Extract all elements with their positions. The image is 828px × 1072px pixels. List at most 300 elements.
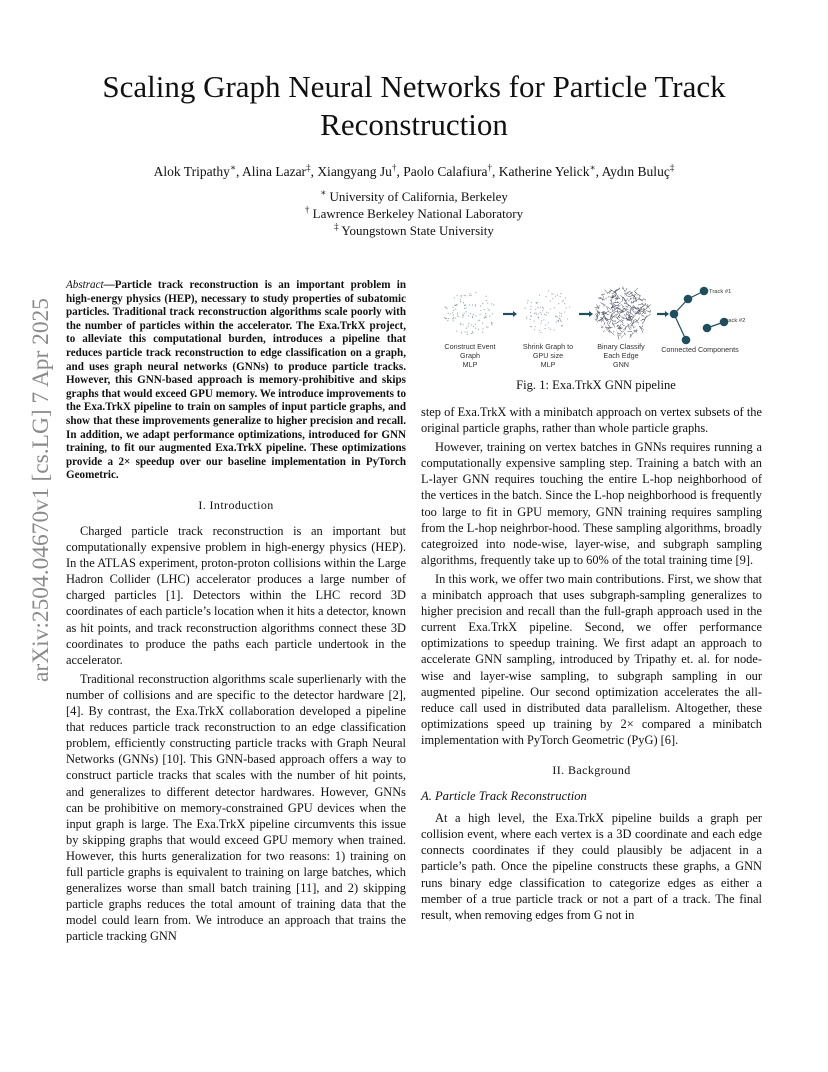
hit-point: [560, 293, 561, 294]
hit-point: [527, 300, 528, 301]
graph-edge: [606, 314, 609, 315]
hit-point: [548, 290, 549, 291]
hit-point: [446, 318, 447, 319]
hit-point: [602, 294, 603, 295]
graph-edge: [607, 321, 608, 324]
hit-point: [626, 295, 627, 296]
hit-point: [608, 325, 609, 326]
graph-edge: [604, 297, 607, 300]
intro-paragraph: Traditional reconstruction algorithms scale superlienarly with the number of collisions and are specific to the detector hardware [2], [4]. By contrast, the Exa.TrkX collaboration developed a pipeline that reduces particle track reconstruction to an edge classification problem, efficiently constructing particle tracks with Graph Neural Networks (GNNs) [10]. This GNN-based approach offers a way to construct particle tracks that scales with the number of hit points, and generalizes to different detector hardwares. However, GNNs can be prohibitive on memory-constrained GPU devices when the input graph is large. The Exa.TrkX pipeline circumvents this issue by skipping graphs that would exceed GPU memory when trained. However, this hurts generalization for two reasons: 1) training on full particle graphs is equivalent to training on large batches, which generalizes worse than small batch training [11], and 2) skipping particle graphs reduces the total amount of training data that the model could learn from. We introduce an approach that trains the particle tracking GNN: [66, 671, 406, 944]
hit-point: [610, 300, 611, 301]
shrunk-graph-points: [525, 290, 571, 333]
hit-point: [485, 313, 486, 314]
hit-point: [482, 332, 483, 333]
hit-point: [465, 307, 466, 308]
hit-point: [559, 315, 560, 316]
hit-point: [561, 321, 562, 322]
hit-point: [631, 301, 632, 302]
graph-edge: [595, 307, 598, 308]
hit-point: [480, 314, 481, 315]
hit-point: [626, 306, 627, 307]
graph-edge: [603, 330, 604, 332]
graph-edge: [611, 300, 612, 303]
hit-point: [453, 320, 454, 321]
graph-node: [670, 310, 679, 319]
hit-point: [555, 316, 556, 317]
hit-point: [535, 309, 536, 310]
hit-point: [631, 325, 632, 326]
hit-point: [489, 310, 490, 311]
hit-point: [538, 313, 539, 314]
hit-point: [551, 293, 552, 294]
hit-point: [564, 303, 565, 304]
hit-point: [555, 296, 556, 297]
hit-point: [628, 315, 629, 316]
graph-edge: [618, 311, 621, 312]
hit-point: [453, 307, 454, 308]
affiliation-list: [60, 188, 768, 239]
graph-edge: [631, 293, 635, 298]
hit-point: [446, 308, 447, 309]
author: Aydın Buluç‡: [601, 162, 675, 179]
graph-edge: [634, 291, 638, 296]
graph-node: [700, 287, 709, 296]
graph-edge: [621, 335, 624, 337]
hit-point: [462, 317, 463, 318]
graph-edge: [621, 304, 624, 307]
hit-point: [525, 308, 526, 309]
hit-point: [475, 315, 476, 316]
graph-edge: [603, 296, 604, 300]
hit-point: [444, 317, 445, 318]
stage-label: MLP: [462, 360, 478, 369]
hit-point: [535, 313, 536, 314]
hit-point: [636, 320, 637, 321]
hit-point: [614, 308, 615, 309]
subsection-heading: A. Particle Track Reconstruction: [421, 789, 587, 804]
graph-edge: [644, 318, 646, 322]
graph-edge: [637, 317, 640, 321]
hit-point: [469, 304, 470, 305]
graph-edge: [623, 287, 625, 292]
hit-point: [475, 305, 476, 306]
hit-point: [460, 324, 461, 325]
hit-point: [537, 302, 538, 303]
hit-point: [485, 317, 486, 318]
hit-point: [616, 290, 617, 291]
hit-point: [540, 307, 541, 308]
graph-edge: [626, 312, 627, 315]
hit-point: [539, 330, 540, 331]
hit-point: [622, 297, 623, 298]
graph-edge: [622, 321, 623, 324]
stage-label: Each Edge: [603, 351, 639, 360]
hit-point: [645, 303, 646, 304]
hit-point: [486, 326, 487, 327]
hit-point: [619, 288, 620, 289]
graph-node: [684, 295, 693, 304]
hit-point: [561, 316, 562, 317]
hit-point: [453, 314, 454, 315]
graph-edge: [630, 313, 634, 316]
right-column: [421, 404, 762, 926]
hit-point: [620, 328, 621, 329]
hit-point: [447, 320, 448, 321]
section-heading-introduction: I. Introduction: [198, 497, 274, 512]
graph-edge: [601, 294, 605, 295]
hit-point: [560, 318, 561, 319]
hit-point: [615, 321, 616, 322]
graph-edge: [603, 305, 606, 306]
hit-point: [609, 290, 610, 291]
hit-point: [480, 310, 481, 311]
hit-point: [617, 301, 618, 302]
hit-point: [558, 320, 559, 321]
stage-label: GNN: [613, 360, 629, 369]
hit-point: [465, 331, 466, 332]
graph-edge: [627, 306, 629, 309]
hit-point: [560, 296, 561, 297]
hit-point: [473, 314, 474, 315]
hit-point: [639, 295, 640, 296]
hit-point: [537, 317, 538, 318]
author-list: Alok Tripathy∗, Alina Lazar‡, Xiangyang Ju†, Paolo Calafiura†, Katherine Yelick∗, Aydın Buluç‡: [153, 162, 675, 179]
hit-point: [550, 301, 551, 302]
hit-point: [623, 331, 624, 332]
arxiv-identifier-text: arXiv:2504.04670v1 [cs.LG] 7 Apr 2025: [28, 296, 54, 682]
graph-node: [682, 336, 691, 345]
graph-edge: [615, 299, 618, 301]
event-graph-panel: [440, 288, 498, 336]
graph-edge: [633, 319, 637, 321]
hit-point: [466, 328, 467, 329]
hit-point: [450, 313, 451, 314]
body-paragraph: However, training on vertex batches in GNNs requires running a computationally expensive sampling step. Training a batch with an L-layer GNN requires touching the entire L-hop neighborhood of the vertices in the batch. Since the L-hop neighborhood is frequently too large to fit in GPU memory, GNN training requires sampling from the L-hop neighrbor-hood. These sampling algorithms, broadly categroized into node-wise, layer-wise, and subgraph sampling algorithms, frequently take up to 60% of the total training time [9].: [421, 440, 762, 567]
hit-point: [536, 302, 537, 303]
track-label: Track #1: [709, 289, 732, 295]
graph-edge: [604, 315, 605, 320]
hit-point: [467, 332, 468, 333]
hit-point: [464, 305, 465, 306]
graph-edge: [624, 303, 626, 304]
hit-point: [531, 306, 532, 307]
hit-point: [548, 327, 549, 328]
hit-point: [557, 317, 558, 318]
hit-point: [464, 295, 465, 296]
hit-point: [640, 328, 641, 329]
graph-edge: [614, 322, 619, 324]
graph-edge: [614, 311, 618, 312]
hit-point: [475, 304, 476, 305]
hit-point: [461, 296, 462, 297]
hit-point: [542, 307, 543, 308]
graph-edge: [618, 332, 619, 335]
hit-point: [552, 294, 553, 295]
hit-point: [544, 314, 545, 315]
hit-point: [463, 315, 464, 316]
graph-edge: [630, 323, 634, 327]
hit-point: [540, 312, 541, 313]
hit-point: [457, 314, 458, 315]
hit-point: [455, 309, 456, 310]
hit-point: [534, 329, 535, 330]
hit-point: [552, 298, 553, 299]
graph-edge: [609, 320, 611, 324]
hit-point: [456, 331, 457, 332]
graph-edge: [618, 333, 621, 334]
hit-point: [489, 316, 490, 317]
hit-point: [606, 320, 607, 321]
hit-point: [454, 305, 455, 306]
hit-point: [472, 331, 473, 332]
hit-point: [548, 322, 549, 323]
hit-point: [569, 306, 570, 307]
hit-point: [625, 309, 626, 310]
hit-point: [492, 313, 493, 314]
graph-edge: [600, 303, 604, 305]
classified-graph-edges: [594, 287, 651, 340]
hit-point: [531, 315, 532, 316]
hit-point: [636, 331, 637, 332]
hit-point: [535, 326, 536, 327]
graph-edge: [617, 320, 621, 323]
hit-point: [563, 300, 564, 301]
hit-point: [526, 318, 527, 319]
hit-point: [530, 312, 531, 313]
graph-edge: [610, 290, 614, 292]
connected-components-graph: [670, 287, 746, 345]
hit-point: [471, 295, 472, 296]
hit-point: [603, 304, 604, 305]
hit-point: [445, 306, 446, 307]
hit-point: [541, 314, 542, 315]
hit-point: [617, 325, 618, 326]
graph-edge: [596, 305, 601, 310]
hit-point: [617, 308, 618, 309]
hit-point: [472, 332, 473, 333]
hit-point: [487, 327, 488, 328]
hit-point: [617, 297, 618, 298]
hit-point: [546, 312, 547, 313]
figure-pipeline: [436, 282, 756, 397]
hit-point: [454, 297, 455, 298]
left-column: [66, 279, 406, 947]
abstract-label: Abstract: [66, 279, 104, 291]
hit-point: [546, 315, 547, 316]
hit-point: [479, 320, 480, 321]
intro-paragraph: Charged particle track reconstruction is an important but computationally expensive problem in high-energy physics (HEP). In the ATLAS experiment, proton-proton collisions within the Large Hadron Collider (LHC) accelerator produces a large number of charged particles [1]. Detectors within the LHC record 3D coordinates of each particle’s location when it hits a detector, known as hit points, and track reconstruction algorithms connect these 3D coordinates to produce the paths each particle undertook in the accelerator.: [66, 524, 406, 667]
graph-edge: [646, 310, 650, 312]
hit-point: [482, 323, 483, 324]
hit-point: [475, 328, 476, 329]
graph-edge: [625, 288, 627, 292]
graph-edge: [638, 304, 641, 305]
arrow-icon: [513, 311, 517, 317]
hit-point: [599, 298, 600, 299]
hit-point: [486, 296, 487, 297]
hit-point: [605, 326, 606, 327]
hit-point: [478, 320, 479, 321]
hit-point: [455, 317, 456, 318]
hit-point: [453, 317, 454, 318]
hit-point: [545, 324, 546, 325]
graph-edge: [632, 333, 634, 334]
hit-point: [491, 324, 492, 325]
hit-point: [638, 322, 639, 323]
graph-edge: [634, 294, 636, 295]
stage-label: GPU size: [532, 351, 564, 360]
hit-point: [597, 311, 598, 312]
hit-point: [480, 306, 481, 307]
pipeline-diagram: [436, 282, 756, 377]
hit-point: [562, 301, 563, 302]
graph-edge: [643, 313, 646, 314]
hit-point: [463, 302, 464, 303]
stage-label: Binary Classify: [597, 342, 645, 351]
graph-edge: [622, 324, 625, 326]
affiliation: ‡ Youngstown State University: [334, 221, 494, 238]
hit-point: [565, 297, 566, 298]
hit-point: [561, 313, 562, 314]
hit-point: [635, 311, 636, 312]
hit-point: [469, 295, 470, 296]
hit-point: [622, 311, 623, 312]
hit-point: [543, 319, 544, 320]
hit-point: [460, 323, 461, 324]
hit-point: [536, 314, 537, 315]
hit-point: [632, 295, 633, 296]
hit-point: [598, 312, 599, 313]
hit-point: [445, 307, 446, 308]
hit-point: [448, 313, 449, 314]
hit-point: [472, 316, 473, 317]
graph-edge: [645, 310, 646, 313]
hit-point: [557, 295, 558, 296]
hit-point: [526, 316, 527, 317]
author: Alina Lazar‡: [241, 162, 311, 179]
hit-point: [452, 312, 453, 313]
hit-point: [531, 326, 532, 327]
hit-point: [544, 328, 545, 329]
affiliation: † Lawrence Berkeley National Laboratory: [304, 204, 524, 221]
hit-point: [531, 302, 532, 303]
hit-point: [473, 326, 474, 327]
hit-point: [619, 327, 620, 328]
hit-point: [468, 323, 469, 324]
hit-point: [467, 334, 468, 335]
hit-point: [461, 295, 462, 296]
hit-point: [527, 302, 528, 303]
hit-point: [463, 324, 464, 325]
hit-point: [617, 296, 618, 297]
stage-label: Connected Components: [661, 345, 739, 354]
graph-edge: [608, 307, 611, 310]
hit-point: [566, 307, 567, 308]
hit-point: [471, 333, 472, 334]
hit-point: [633, 327, 634, 328]
hit-point: [637, 311, 638, 312]
body-paragraph: In this work, we offer two main contributions. First, we show that a minibatch approach that uses subgraph-sampling generalizes to higher precision and recall than the full-graph approach used in the current Exa.TrkX pipeline. Second, we offer performance optimizations to speedup training. We first adapt an approach to accelerate GNN sampling, introduced by Tripathy et. al. for node-wise and layer-wise sampling, to subgraph sampling in our augmented pipeline. Our second optimization accelerates the all-reduce call used in distributed data parallelism. Altogether, these optimizations speed up training by 2× compared a minibatch implementation with PyTorch Geometric (PyG) [6].: [421, 571, 762, 747]
stage-label: Construct Event: [444, 342, 496, 351]
hit-point: [560, 320, 561, 321]
graph-edge: [634, 330, 638, 331]
hit-point: [453, 318, 454, 319]
hit-point: [465, 295, 466, 296]
hit-point: [475, 292, 476, 293]
hit-point: [623, 318, 624, 319]
hit-point: [493, 304, 494, 305]
hit-point: [624, 333, 625, 334]
hit-point: [613, 331, 614, 332]
hit-point: [464, 308, 465, 309]
hit-point: [471, 324, 472, 325]
hit-point: [567, 318, 568, 319]
hit-point: [465, 304, 466, 305]
hit-point: [564, 311, 565, 312]
stage-label: Graph: [460, 351, 480, 360]
hit-point: [482, 303, 483, 304]
stage-label: MLP: [540, 360, 556, 369]
hit-point: [619, 317, 620, 318]
hit-point: [630, 298, 631, 299]
hit-point: [639, 313, 640, 314]
hit-point: [491, 322, 492, 323]
graph-edge: [624, 334, 626, 335]
graph-edge: [600, 298, 604, 300]
hit-point: [484, 309, 485, 310]
abstract-text: —Particle track reconstruction is an important problem in high-energy physics (HEP), necessary to study properties of subatomic particles. Traditional track reconstruction algorithms scale poorly with the number of particles within the accelerator. The Exa.TrkX project, to alleviate this computational burden, introduces a pipeline that reduces particle track reconstruction to edge classification on a graph, and uses graph neural networks (GNNs) to produce particle tracks. However, this GNN-based approach is memory-prohibitive and skips graphs that would exceed GPU memory. We introduce improvements to the Exa.TrkX pipeline to train on samples of input particle graphs, and show that these improvements generalize to higher precision and recall. In addition, we adapt performance optimizations, introduced for GNN training, to fit our augmented Exa.TrkX pipeline. These optimizations provide a 2× speedup over our baseline implementation in PyTorch Geometric.: [66, 279, 406, 482]
hit-point: [548, 312, 549, 313]
stage-label: Shrink Graph to: [522, 342, 574, 351]
hit-point: [645, 299, 646, 300]
hit-point: [550, 308, 551, 309]
hit-point: [456, 304, 457, 305]
paper-title: Scaling Graph Neural Networks for Particle Track Reconstruction: [102, 69, 726, 142]
hit-point: [466, 311, 467, 312]
graph-edge: [594, 319, 597, 322]
hit-point: [635, 300, 636, 301]
hit-point: [485, 315, 486, 316]
author: Paolo Calafiura†: [403, 162, 493, 179]
graph-edge: [641, 312, 644, 315]
hit-point: [554, 329, 555, 330]
graph-edge: [605, 290, 608, 294]
author: Katherine Yelick∗: [498, 162, 596, 179]
figure-caption: Fig. 1: Exa.TrkX GNN pipeline: [516, 378, 676, 392]
hit-point: [533, 321, 534, 322]
hit-point: [642, 326, 643, 327]
hit-point: [543, 308, 544, 309]
hit-point: [486, 300, 487, 301]
hit-point: [541, 320, 542, 321]
hit-point: [613, 312, 614, 313]
hit-point: [539, 295, 540, 296]
hit-point: [453, 310, 454, 311]
hit-point: [606, 328, 607, 329]
hit-point: [608, 296, 609, 297]
hit-point: [530, 309, 531, 310]
hit-point: [460, 299, 461, 300]
graph-edge: [628, 296, 633, 297]
graph-edge: [604, 322, 605, 325]
hit-point: [464, 313, 465, 314]
hit-point: [534, 313, 535, 314]
graph-edge: [618, 335, 619, 340]
hit-point: [537, 307, 538, 308]
arrow-icon: [665, 311, 669, 317]
hit-point: [487, 302, 488, 303]
hit-point: [639, 326, 640, 327]
